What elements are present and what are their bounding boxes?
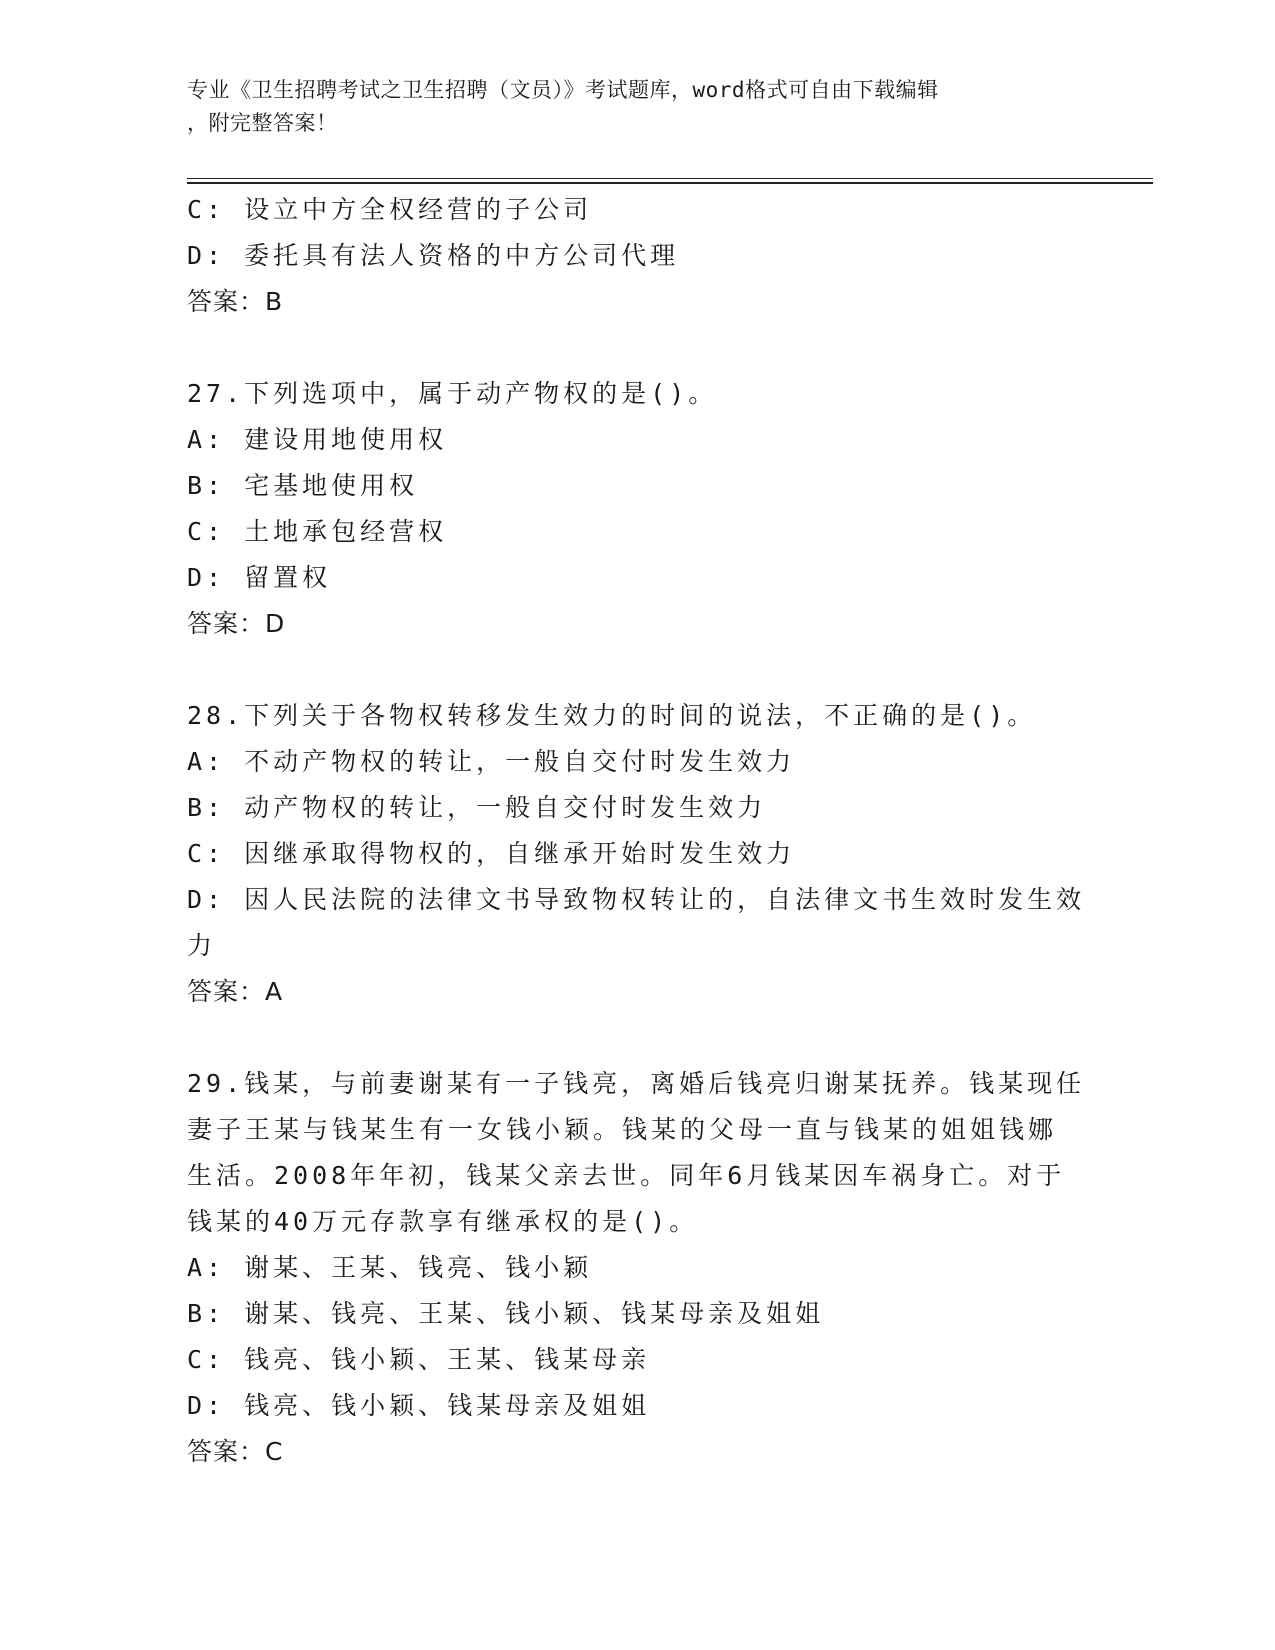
- option-b: B: 宅基地使用权: [187, 471, 419, 500]
- answer-line: 答案：B: [187, 287, 284, 316]
- header-divider-thin: [187, 178, 1153, 179]
- spacer: [187, 647, 1067, 693]
- question-stem-line: 妻子王某与钱某生有一女钱小颖。钱某的父母一直与钱某的姐姐钱娜: [187, 1115, 1058, 1144]
- option-c: C: 钱亮、钱小颖、王某、钱某母亲: [187, 1345, 651, 1374]
- option-d: D: 钱亮、钱小颖、钱某母亲及姐姐: [187, 1391, 651, 1420]
- option-b: B: 谢某、钱亮、王某、钱小颖、钱某母亲及姐姐: [187, 1299, 825, 1328]
- spacer: [187, 325, 1067, 371]
- question-stem: 27.下列选项中，属于动产物权的是()。: [187, 379, 718, 408]
- spacer: [187, 1015, 1067, 1061]
- header-line-1: 专业《卫生招聘考试之卫生招聘（文员）》考试题库，word格式可自由下载编辑: [187, 78, 939, 102]
- page-header: [187, 74, 1067, 140]
- option-d-continued: 力: [187, 931, 217, 960]
- question-29: [187, 1061, 1086, 1475]
- question-stem: 28.下列关于各物权转移发生效力的时间的说法，不正确的是()。: [187, 701, 1037, 730]
- option-c: C: 设立中方全权经营的子公司: [187, 195, 593, 224]
- question-stem-line: 钱某的40万元存款享有继承权的是()。: [187, 1207, 699, 1236]
- question-28: [187, 693, 1086, 1015]
- question-list: [187, 187, 1086, 1475]
- question-27: [187, 371, 1067, 647]
- option-b: B: 动产物权的转让，一般自交付时发生效力: [187, 793, 767, 822]
- question-stem-line: 29.钱某，与前妻谢某有一子钱亮，离婚后钱亮归谢某抚养。钱某现任: [187, 1069, 1086, 1098]
- answer-line: 答案：A: [187, 977, 284, 1006]
- answer-line: 答案：C: [187, 1437, 284, 1466]
- option-d: D: 留置权: [187, 563, 332, 592]
- question-stem-line: 生活。2008年年初，钱某父亲去世。同年6月钱某因车祸身亡。对于: [187, 1161, 1066, 1190]
- option-c: C: 因继承取得物权的，自继承开始时发生效力: [187, 839, 796, 868]
- option-a: A: 建设用地使用权: [187, 425, 448, 454]
- header-line-2: ，附完整答案！: [187, 111, 338, 135]
- answer-line: 答案：D: [187, 609, 286, 638]
- header-divider-thick: [187, 182, 1153, 184]
- option-d: D: 委托具有法人资格的中方公司代理: [187, 241, 680, 270]
- option-a: A: 不动产物权的转让，一般自交付时发生效力: [187, 747, 796, 776]
- option-c: C: 土地承包经营权: [187, 517, 448, 546]
- option-a: A: 谢某、王某、钱亮、钱小颖: [187, 1253, 593, 1282]
- option-d: D: 因人民法院的法律文书导致物权转让的，自法律文书生效时发生效: [187, 885, 1086, 914]
- question-26-continued: [187, 187, 1067, 325]
